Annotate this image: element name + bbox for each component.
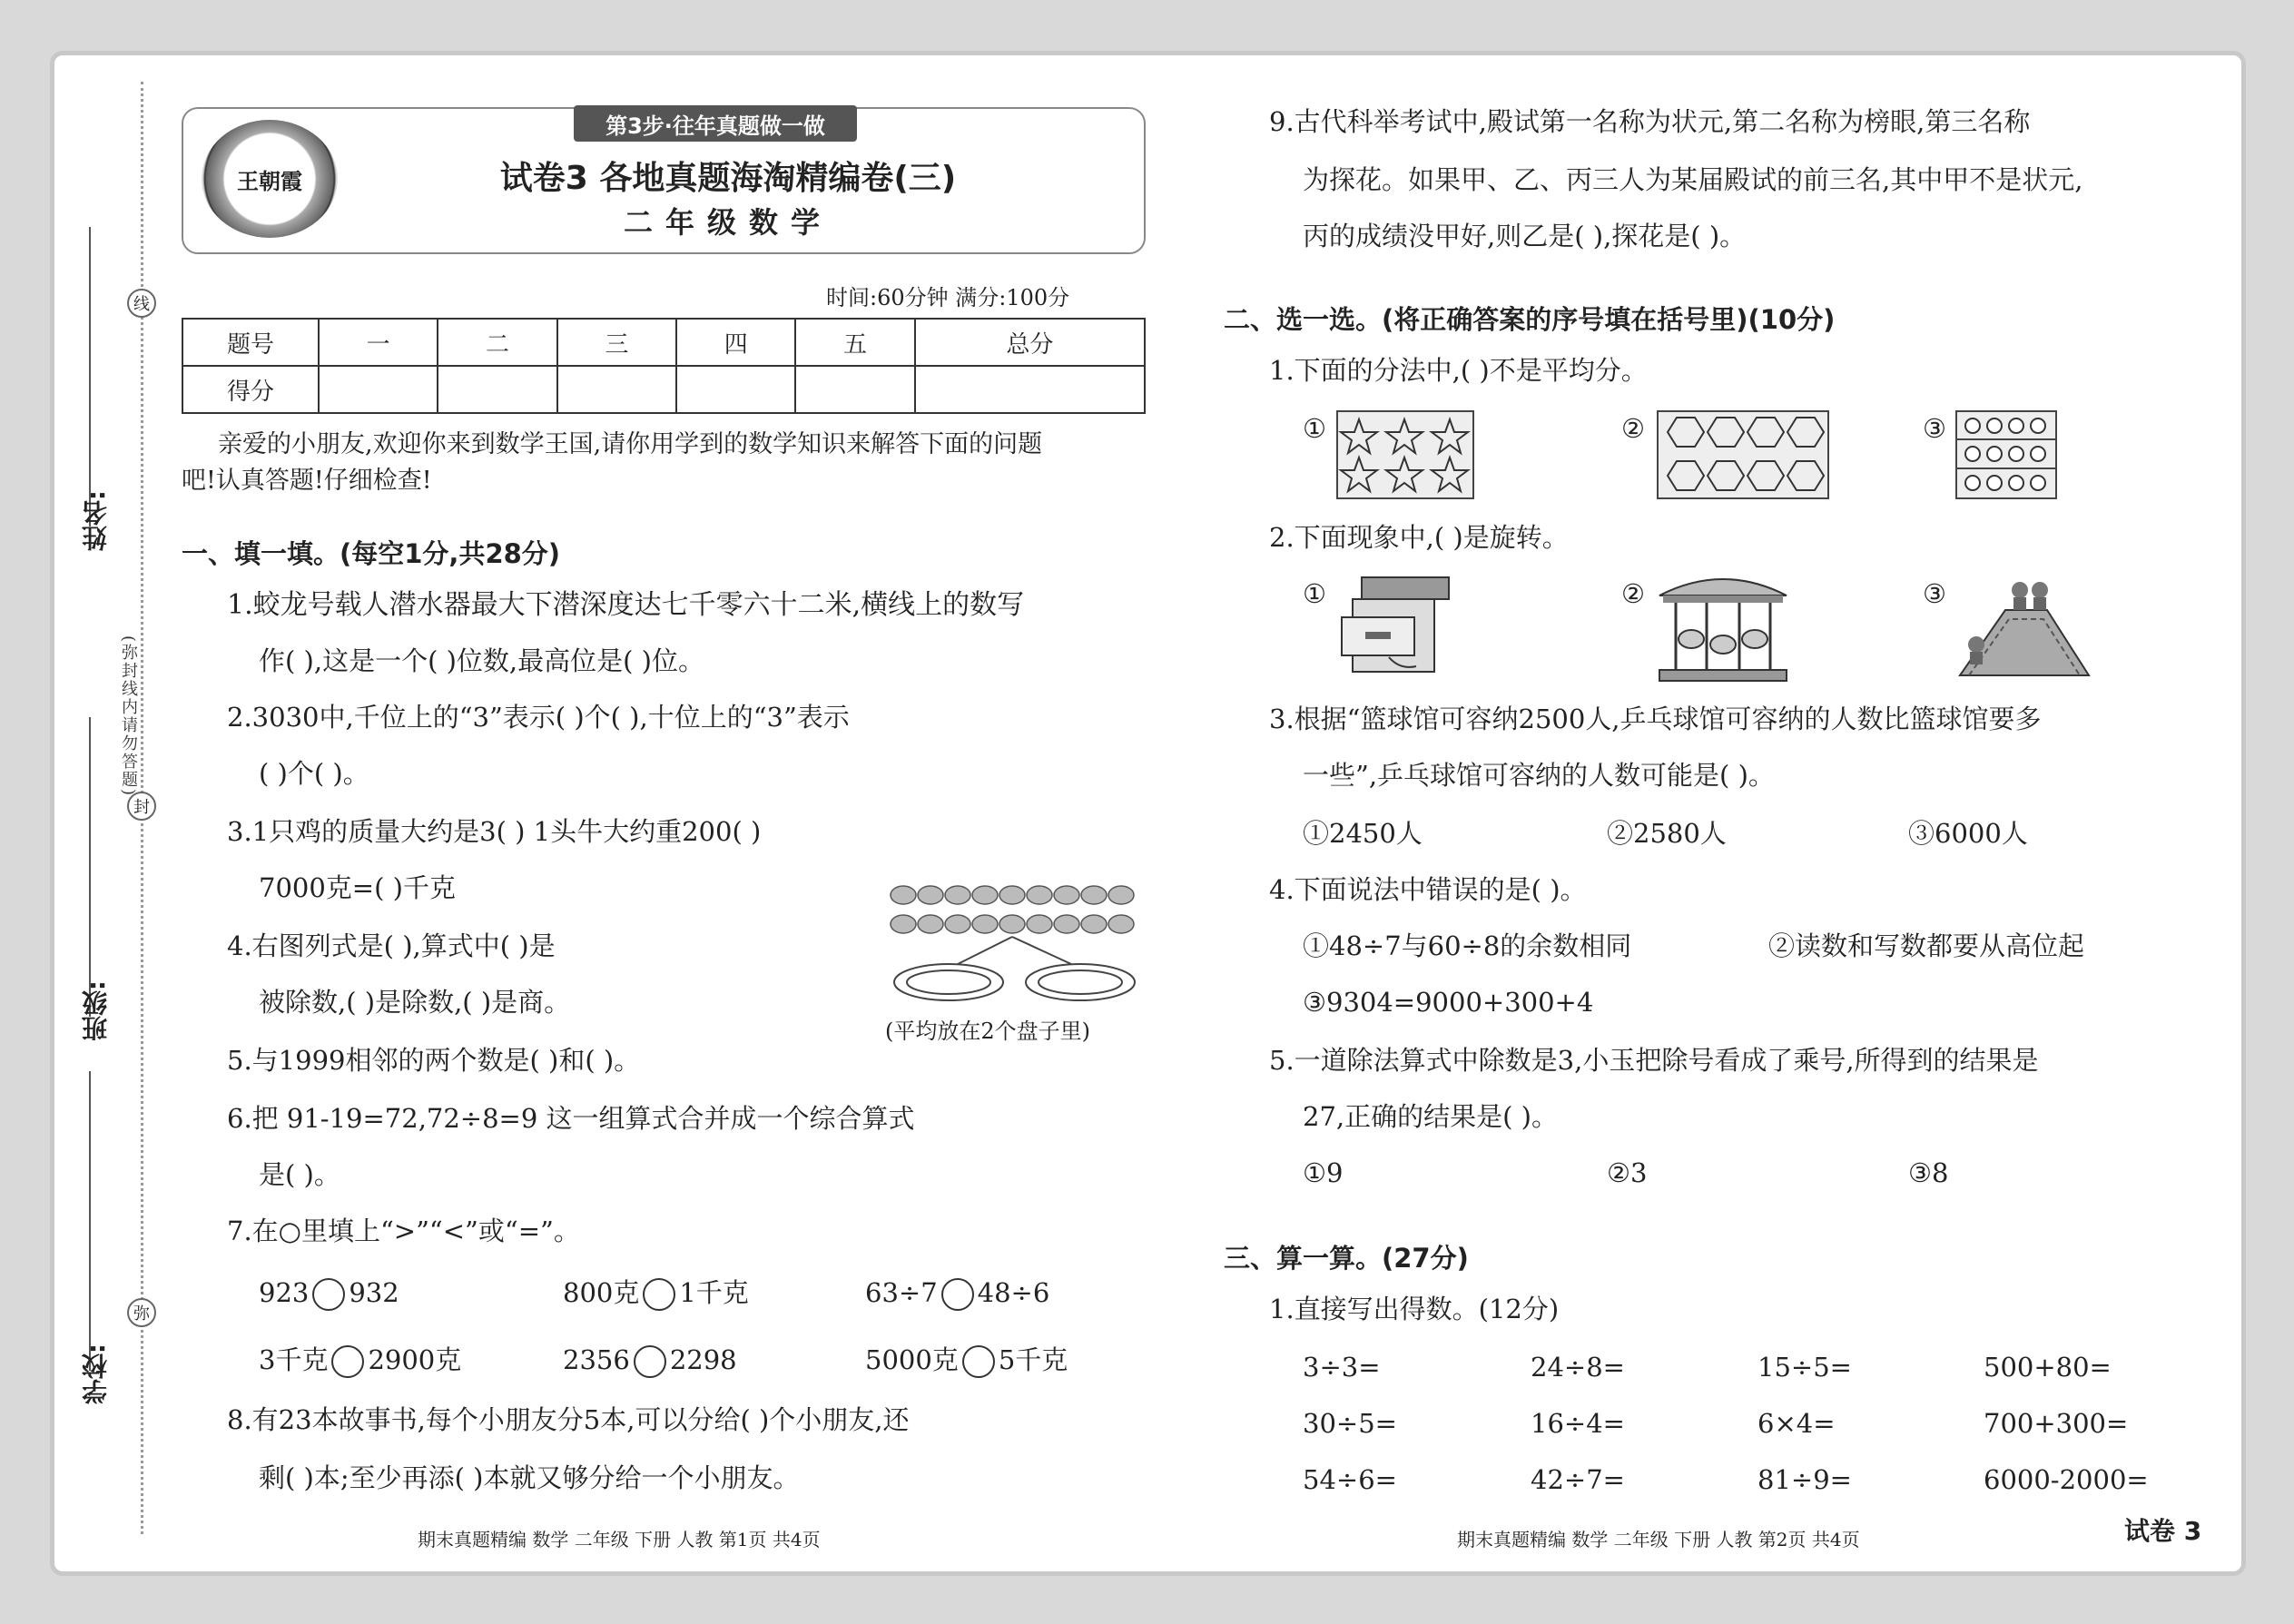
- calc-item: 3÷3=: [1303, 1352, 1381, 1383]
- intro-line: 亲爱的小朋友,欢迎你来到数学王国,请你用学到的数学知识来解答下面的问题: [218, 430, 1043, 458]
- compare-circle[interactable]: [962, 1345, 995, 1378]
- question-text: 8.有23本故事书,每个小朋友分5本,可以分给( )个小朋友,还: [227, 1404, 910, 1435]
- calc-item: 16÷4=: [1531, 1408, 1625, 1439]
- calc-item: 6000-2000=: [1984, 1464, 2149, 1495]
- question-text: 4.右图列式是( ),算式中( )是: [227, 930, 556, 961]
- score-header: 一: [319, 319, 438, 366]
- compare-right: 5千克: [998, 1344, 1068, 1375]
- section-2-title: 二、选一选。(将正确答案的序号填在括号里)(10分): [1224, 304, 1836, 335]
- option-label: ①: [1303, 413, 1326, 444]
- class-label: 班级:: [81, 980, 111, 1042]
- score-cell[interactable]: [795, 366, 914, 413]
- question-text: 5.一道除法算式中除数是3,小玉把除号看成了乘号,所得到的结果是: [1269, 1045, 2039, 1076]
- compare-right: 1千克: [679, 1277, 749, 1308]
- question-text: ( )个( )。: [259, 758, 369, 789]
- question-text: 2.下面现象中,( )是旋转。: [1269, 522, 1569, 553]
- step-banner: 第3步·往年真题做一做: [574, 105, 857, 142]
- option-label: ③: [1923, 413, 1946, 444]
- carousel-illustration: [1650, 568, 1796, 684]
- compare-item: [865, 1278, 1049, 1311]
- brand-logo: 王朝霞: [202, 120, 338, 238]
- compare-left: 2356: [563, 1344, 630, 1375]
- compare-item: [259, 1345, 461, 1378]
- binding-margin: [73, 82, 209, 1561]
- compare-item: [259, 1278, 399, 1311]
- option-text: ①48÷7与60÷8的余数相同: [1303, 930, 1632, 961]
- option-text: ③8: [1908, 1157, 1949, 1188]
- compare-item: [563, 1278, 749, 1311]
- compare-circle[interactable]: [312, 1278, 345, 1311]
- hexagons-figure: [1657, 410, 1829, 499]
- score-table: [182, 318, 1146, 414]
- compare-right: 932: [349, 1277, 399, 1308]
- compare-circle[interactable]: [643, 1278, 675, 1311]
- compare-item: [865, 1345, 1068, 1378]
- compare-item: [563, 1345, 737, 1378]
- question-text: 5.与1999相邻的两个数是( )和( )。: [227, 1045, 641, 1076]
- question-text: 为探花。如果甲、乙、丙三人为某届殿试的前三名,其中甲不是状元,: [1303, 164, 2083, 195]
- seal-char-2: 封: [127, 792, 156, 821]
- intro-line: 吧!认真答题!仔细检查!: [182, 467, 432, 495]
- score-cell[interactable]: [319, 366, 438, 413]
- compare-circle[interactable]: [331, 1345, 364, 1378]
- compare-left: 3千克: [259, 1344, 329, 1375]
- school-label: 学校:: [81, 1343, 111, 1405]
- class-field[interactable]: [89, 717, 91, 1017]
- school-field[interactable]: [89, 1071, 91, 1371]
- compare-left: 923: [259, 1277, 310, 1308]
- option-text: ②2580人: [1607, 818, 1727, 849]
- score-cell[interactable]: [915, 366, 1145, 413]
- question-text: 一些”,乒乓球馆可容纳的人数可能是( )。: [1303, 760, 1775, 791]
- score-cell[interactable]: [676, 366, 795, 413]
- option-text: ③9304=9000+300+4: [1303, 987, 1594, 1018]
- question-text: 6.把 91-19=72,72÷8=9 这一组算式合并成一个综合算式: [227, 1103, 915, 1134]
- score-cell[interactable]: [438, 366, 556, 413]
- question-text: 丙的成绩没甲好,则乙是( ),探花是( )。: [1303, 221, 1747, 251]
- calc-item: 42÷7=: [1531, 1464, 1625, 1495]
- option-label: ②: [1621, 413, 1645, 444]
- calc-item: 81÷9=: [1757, 1464, 1852, 1495]
- section-1-title: 一、填一填。(每空1分,共28分): [182, 538, 561, 569]
- figure-caption: (平均放在2个盘子里): [885, 1019, 1090, 1044]
- score-row-label: 得分: [182, 366, 319, 413]
- question-text: 7000克=( )千克: [259, 872, 456, 903]
- compare-right: 48÷6: [977, 1277, 1050, 1308]
- question-text: 作( ),这是一个( )位数,最高位是( )位。: [259, 645, 704, 676]
- question-text: 1.直接写出得数。(12分): [1269, 1294, 1560, 1324]
- question-text: 被除数,( )是除数,( )是商。: [259, 987, 571, 1018]
- option-text: ①9: [1303, 1157, 1344, 1188]
- score-header: 总分: [915, 319, 1145, 366]
- question-text: 剩( )本;至少再添( )本就又够分给一个小朋友。: [259, 1462, 800, 1493]
- question-text: 2.3030中,千位上的“3”表示( )个( ),十位上的“3”表示: [227, 702, 850, 733]
- compare-circle[interactable]: [634, 1345, 666, 1378]
- question-text: 4.下面说法中错误的是( )。: [1269, 874, 1587, 905]
- option-text: ②读数和写数都要从高位起: [1768, 930, 2085, 961]
- score-header: 三: [557, 319, 676, 366]
- page-footer-right: 期末真题精编 数学 二年级 下册 人教 第2页 共4页: [1457, 1529, 1860, 1550]
- score-header: 二: [438, 319, 556, 366]
- question-text: 是( )。: [259, 1159, 340, 1190]
- calc-item: 30÷5=: [1303, 1408, 1397, 1439]
- compare-right: 2900克: [368, 1344, 462, 1375]
- score-table-score-row: [182, 366, 1145, 413]
- calc-item: 24÷8=: [1531, 1352, 1625, 1383]
- exam-number-tag: 试卷 3: [2124, 1516, 2202, 1546]
- calc-item: 54÷6=: [1303, 1464, 1397, 1495]
- compare-circle[interactable]: [941, 1278, 974, 1311]
- section-3-title: 三、算一算。(27分): [1224, 1243, 1469, 1274]
- calc-item: 6×4=: [1757, 1408, 1836, 1439]
- question-text: 3.1只鸡的质量大约是3( ) 1头牛大约重200( ): [227, 816, 762, 847]
- score-cell[interactable]: [557, 366, 676, 413]
- exam-title: 试卷3 各地真题海淘精编卷(三): [499, 160, 957, 197]
- seal-note: (弥封线内请勿答题): [119, 635, 138, 798]
- drawer-illustration: [1334, 574, 1452, 681]
- question-text: 9.古代科举考试中,殿试第一名称为状元,第二名称为榜眼,第三名称: [1269, 106, 2031, 137]
- circles-grid-figure: [1955, 410, 2057, 499]
- name-field[interactable]: [89, 227, 91, 527]
- calc-item: 700+300=: [1984, 1408, 2129, 1439]
- page-footer-left: 期末真题精编 数学 二年级 下册 人教 第1页 共4页: [418, 1529, 821, 1550]
- calc-item: 500+80=: [1984, 1352, 2112, 1383]
- score-header: 四: [676, 319, 795, 366]
- seal-char-1: 线: [127, 289, 156, 318]
- option-text: ①2450人: [1303, 818, 1423, 849]
- exam-subtitle: 二年级数学: [623, 205, 832, 240]
- time-and-score: 时间:60分钟 满分:100分: [826, 285, 1070, 310]
- score-header: 题号: [182, 319, 319, 366]
- question-text: 27,正确的结果是( )。: [1303, 1101, 1558, 1132]
- compare-left: 800克: [563, 1277, 640, 1308]
- option-text: ③6000人: [1908, 818, 2028, 849]
- question-text: 1.下面的分法中,( )不是平均分。: [1269, 355, 1648, 386]
- option-text: ②3: [1607, 1157, 1648, 1188]
- option-label: ②: [1621, 578, 1645, 609]
- compare-right: 2298: [669, 1344, 737, 1375]
- score-table-header-row: [182, 319, 1145, 366]
- slide-illustration: [1956, 574, 2092, 681]
- exam-header: [182, 107, 1146, 254]
- seal-char-3: 弥: [127, 1298, 156, 1327]
- compare-left: 5000克: [865, 1344, 959, 1375]
- option-label: ③: [1923, 578, 1946, 609]
- question-text: 3.根据“篮球馆可容纳2500人,乒乓球馆可容纳的人数比篮球馆要多: [1269, 704, 2042, 734]
- fruit-plates-illustration: [885, 881, 1148, 1017]
- option-label: ①: [1303, 578, 1326, 609]
- question-text: 1.蛟龙号载人潜水器最大下潜深度达七千零六十二米,横线上的数写: [227, 589, 1025, 621]
- score-header: 五: [795, 319, 914, 366]
- name-label: 姓名:: [81, 490, 111, 552]
- compare-left: 63÷7: [865, 1277, 938, 1308]
- question-text: 7.在○里填上“>”“<”或“=”。: [227, 1216, 580, 1246]
- calc-item: 15÷5=: [1757, 1352, 1852, 1383]
- stars-grid-figure: [1336, 410, 1474, 499]
